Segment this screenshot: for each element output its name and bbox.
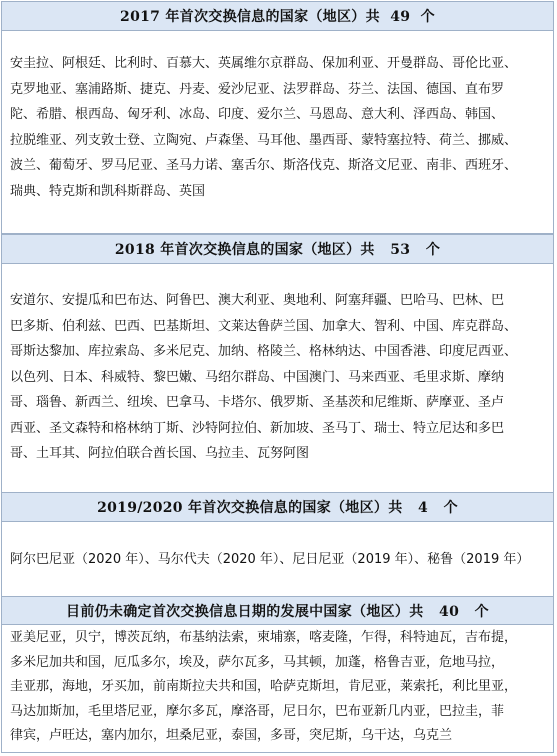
section-2018-countries: 安道尔、安提瓜和巴布达、阿鲁巴、澳大利亚、奥地利、阿塞拜疆、巴哈马、巴林、巴 巴多斯、伯利兹、巴西、巴基斯坦、文莱达鲁萨兰国、加拿大、智利、中国、库克群岛、 哥斯达黎加、库拉索岛、多米尼克、加纳、格陵兰、格林纳达、中国香港、印度尼西亚、 以色列、日本、科威特、黎巴嫩、马绍尔群岛、中国澳门、马来西亚、毛里求斯、摩纳 哥、瑙鲁、新西兰、纽埃、巴拿马、卡塔尔、俄罗斯、圣基茨和尼维斯、萨摩亚、圣卢 西亚、圣文森特和格林纳丁斯、沙特阿拉伯、新加坡、圣马丁、瑞士、特立尼达和多巴 哥、土耳其、阿拉伯联合酋长国、乌拉圭、瓦努阿图 xyxy=(10,293,518,461)
section-undetermined-body xyxy=(2,625,553,749)
section-2017-countries: 安圭拉、阿根廷、比利时、百慕大、英属维尔京群岛、保加利亚、开曼群岛、哥伦比亚、 克罗地亚、塞浦路斯、捷克、丹麦、爱沙尼亚、法罗群岛、芬兰、法国、德国、直布罗 陀、希腊、根西岛、匈牙利、冰岛、印度、爱尔兰、马恩岛、意大利、泽西岛、韩国、 拉脱维亚、列支敦士登、立陶宛、卢森堡、马耳他、墨西哥、蒙特塞拉特、荷兰、挪威、 波兰、葡萄牙、罗马尼亚、圣马力诺、塞舌尔、斯洛伐克、斯洛文尼亚、南非、西班牙、 瑞典、特克斯和凯科斯群岛、英国 xyxy=(10,56,518,199)
section-2018-body xyxy=(2,264,553,493)
exchange-info-table xyxy=(1,1,554,753)
section-2018-heading: 2018 年首次交换信息的国家（地区）共 53 个 xyxy=(2,234,553,264)
section-2017-heading: 2017 年首次交换信息的国家（地区）共 49 个 xyxy=(2,2,553,31)
section-undetermined-heading: 目前仍未确定首次交换信息日期的发展中国家（地区）共 40 个 xyxy=(2,597,553,625)
section-2019-2020-heading: 2019/2020 年首次交换信息的国家（地区）共 4 个 xyxy=(2,493,553,522)
section-undetermined-countries: 亚美尼亚，贝宁，博茨瓦纳，布基纳法索，柬埔寨，喀麦隆，乍得，科特迪瓦，吉布提， 多米尼加共和国，厄瓜多尔，埃及，萨尔瓦多，马其顿，加蓬，格鲁吉亚，危地马拉， 圭亚那，海地，牙买加，前南斯拉夫共和国，哈萨克斯坦，肯尼亚，莱索托，利比里亚， 马达加斯加，毛里塔尼亚，摩尔多瓦，摩洛哥，尼日尔，巴布亚新几内亚，巴拉圭，菲 律宾，卢旺达，塞内加尔，坦桑尼亚，泰国，多哥，突尼斯，乌干达，乌克兰 xyxy=(10,630,518,743)
section-2019-2020-countries: 阿尔巴尼亚（2020 年）、马尔代夫（2020 年）、尼日尼亚（2019 年）、秘鲁（2019 年） xyxy=(10,552,530,567)
section-2017-body xyxy=(2,31,553,234)
section-2019-2020-body xyxy=(2,522,553,597)
